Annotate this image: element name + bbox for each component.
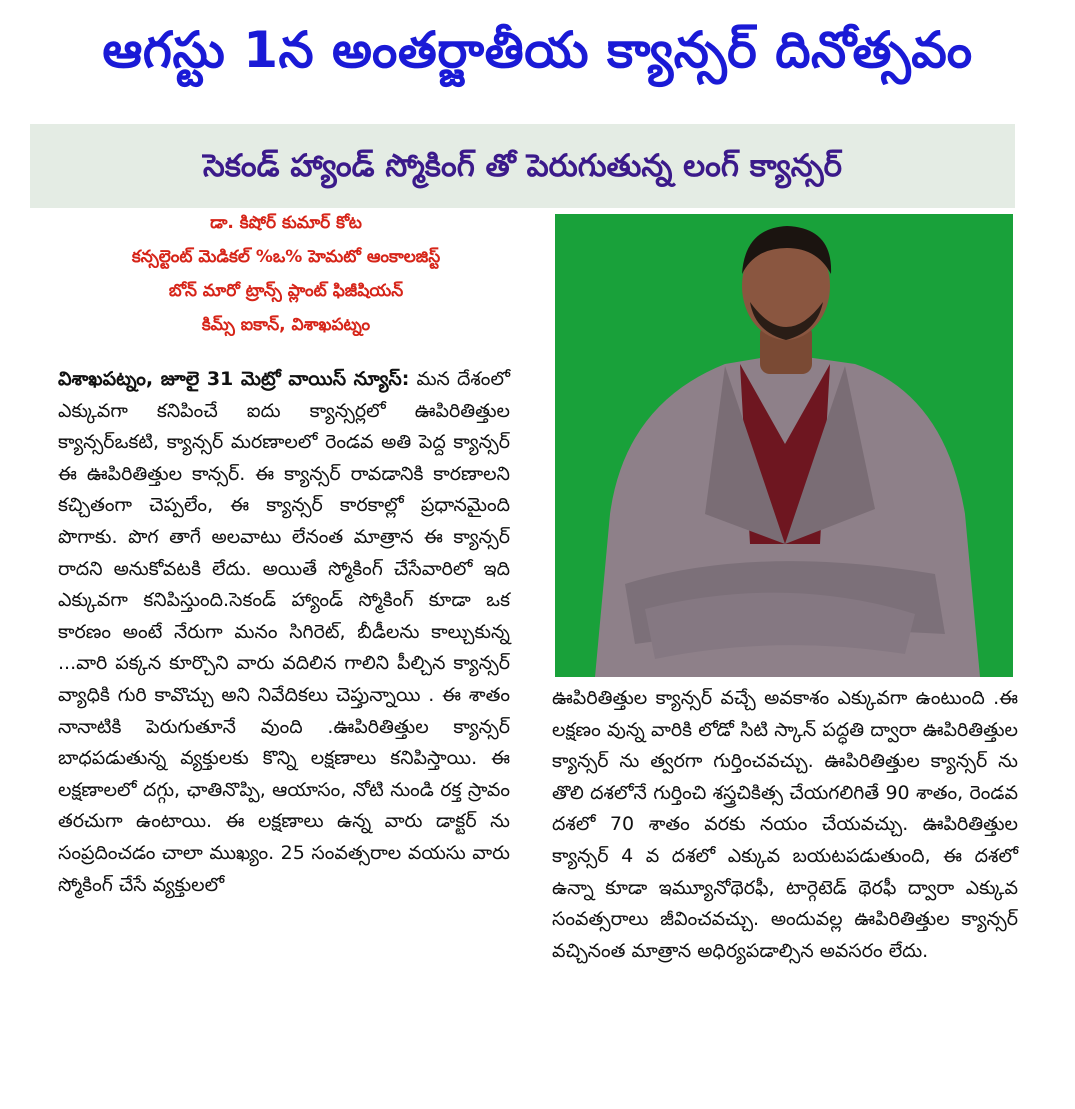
doctor-portrait-image: [555, 214, 1013, 677]
article-column-right: [552, 683, 1018, 967]
article-column-left: [58, 364, 510, 901]
author-specialty: బోన్ మారో ట్రాన్స్ ప్లాంట్ ఫిజీషియన్: [168, 281, 404, 301]
author-name: డా. కిషోర్ కుమార్ కోట: [210, 213, 362, 233]
author-byline: [32, 206, 540, 342]
dateline: విశాఖపట్నం, జూలై 31 మెట్రో వాయిస్ న్యూస్:: [58, 368, 410, 390]
author-designation: కన్సల్టెంట్ మెడికల్ %ఒ% హెమటో ఆంకాలజిస్ట్: [131, 247, 441, 267]
subheadline-band: [30, 124, 1015, 208]
doctor-photo: [555, 214, 1013, 677]
headline: ఆగస్టు 1న అంతర్జాతీయ క్యాన్సర్ దినోత్సవం: [102, 21, 973, 79]
author-hospital: కిమ్స్ ఐకాన్, విశాఖపట్నం: [201, 315, 371, 335]
article-body-left: మన దేశంలో ఎక్కువగా కనిపించే ఐదు క్యాన్సర్లలో ఊపిరితిత్తుల క్యాన్సర్ఒకటి, క్యాన్సర్ మరణాలలో రెండవ అతి పెద్ద క్యాన్సర్ ఈ ఊపిరితిత్తుల కాన్సర్. ఈ క్యాన్సర్ రావడానికి కారణాలని కచ్చితంగా చెప్పలేం, ఈ క్యాన్సర్ కారకాల్లో ప్రధానమైంది పొగాకు. పొగ తాగే అలవాటు లేనంత మాత్రాన ఈ క్యాన్సర్ రాదని అనుకోవటకి లేదు. అయితే స్మోకింగ్ చేసేవారిలో ఇది ఎక్కువగా కనిపిస్తుంది.సెకండ్ హ్యాండ్ స్మోకింగ్ కూడా ఒక కారణం అంటే నేరుగా మనం సిగిరెట్, బీడీలను కాల్చుకున్న ...వారి పక్కన కూర్చొని వారు వదిలిన గాలిని పీల్చిన క్యాన్సర్ వ్యాధికి గురి కావొచ్చు అని నివేదికలు చెప్తున్నాయి . ఈ శాతం నానాటికి పెరుగుతూనే వుంది .ఊపిరితిత్తుల క్యాన్సర్ బాధపడుతున్న వ్యక్తులకు కొన్ని లక్షణాలు కనిపిస్తాయి. ఈ లక్షణాలలో దగ్గు, ఛాతినొప్పి, ఆయాసం, నోటి నుండి రక్త స్రావం తరచుగా ఉంటాయి. ఈ లక్షణాలు ఉన్న వారు డాక్టర్ ను సంప్రదించడం చాలా ముఖ్యం. 25 సంవత్సరాల వయసు వారు స్మోకింగ్ చేసే వ్యక్తులలో: [58, 368, 510, 896]
article-body-right: ఊపిరితిత్తుల క్యాన్సర్ వచ్చే అవకాశం ఎక్కువగా ఉంటుంది .ఈ లక్షణం వున్న వారికి లోడో సిటి స్కాన్ పద్ధతి ద్వారా ఊపిరితిత్తుల క్యాన్సర్ ను త్వరగా గుర్తించవచ్చు. ఊపిరితిత్తుల క్యాన్సర్ ను తొలి దశలోనే గుర్తించి శస్త్రచికిత్స చేయగలిగితే 90 శాతం, రెండవ దశలో 70 శాతం వరకు నయం చేయవచ్చు. ఊపిరితిత్తుల క్యాన్సర్ 4 వ దశలో ఎక్కువ బయటపడుతుంది, ఈ దశలో ఉన్నా కూడా ఇమ్యూనోథెరఫీ, టార్గెటెడ్ థెరఫీ ద్వారా ఎక్కువ సంవత్సరాలు జీవించవచ్చు. అందువల్ల ఊపిరితిత్తుల క్యాన్సర్ వచ్చినంత మాత్రాన అధిర్యపడాల్సిన అవసరం లేదు.: [552, 687, 1018, 962]
subheadline: సెకండ్ హ్యాండ్ స్మోకింగ్ తో పెరుగుతున్న లంగ్ క్యాన్సర్: [202, 148, 843, 184]
